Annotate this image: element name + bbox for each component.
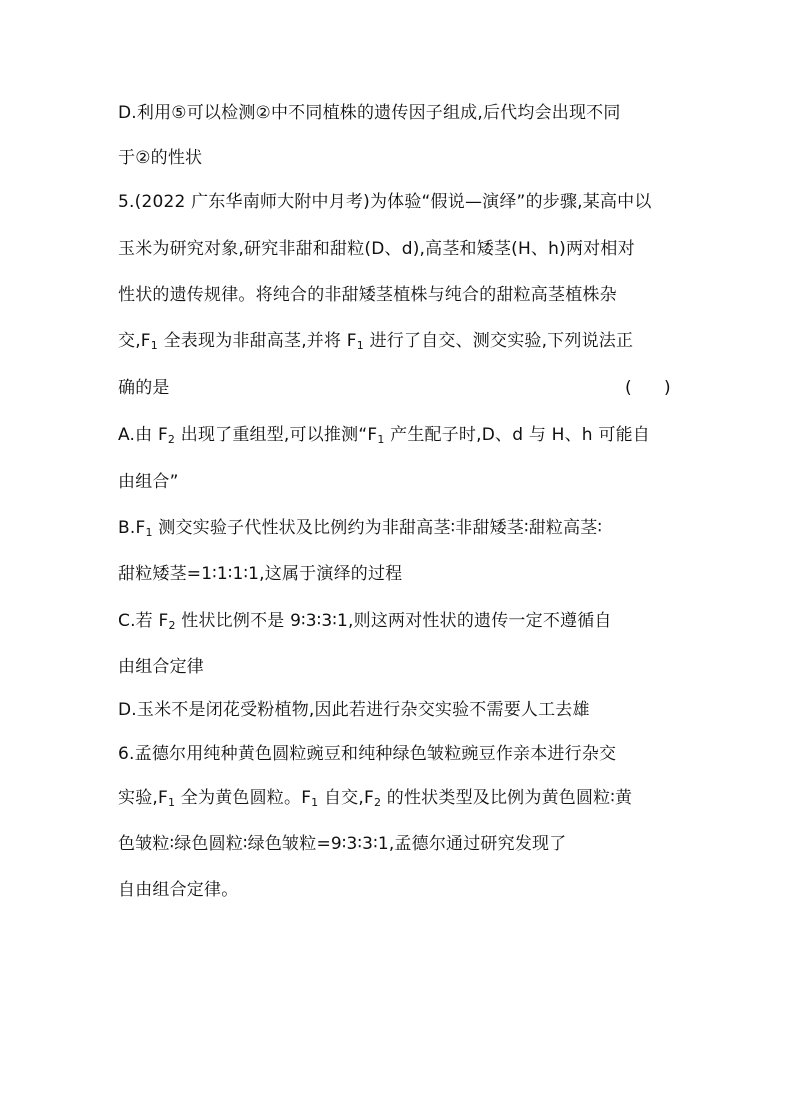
q6-line-2 (118, 786, 698, 810)
q6-text: 的性状类型及比例为黄色圆粒∶黄 (381, 788, 633, 808)
q5-stem-line-2: 玉米为研究对象,研究非甜和甜粒(D、d),高茎和矮茎(H、h)两对相对 (118, 239, 635, 259)
q6-text: 自交,F (318, 788, 374, 808)
subscript: 2 (167, 433, 176, 446)
q5-option-a-line-2: 由组合” (118, 472, 179, 492)
q5-stem-text: 全表现为非甜高茎,并将 F (158, 331, 357, 351)
q6-text: 全为黄色圆粒。F (175, 788, 312, 808)
q5-option-a-line-1 (118, 423, 698, 447)
q5-stem-text: 进行了自交、测交实验,下列说法正 (364, 331, 634, 351)
subscript: 1 (150, 339, 158, 352)
q4-option-d-line-2: 于②的性状 (118, 148, 203, 168)
q5-stem-line-4 (118, 329, 698, 353)
q5-stem-line-1: 5.(2022 广东华南师大附中月考)为体验“假说—演绎”的步骤,某高中以 (118, 192, 652, 212)
q5-option-c-line-2: 由组合定律 (118, 657, 204, 677)
q5-option-c-line-1 (118, 609, 698, 633)
option-text: 产生配子时,D、d 与 H、h 可能自 (384, 425, 650, 445)
q5-option-d: D.玉米不是闭花受粉植物,因此若进行杂交实验不需要人工去雄 (118, 700, 590, 720)
option-text: A.由 F (118, 425, 168, 445)
q5-option-b-line-2: 甜粒矮茎=1∶1∶1∶1,这属于演绎的过程 (118, 564, 403, 584)
option-text: C.若 F (118, 611, 169, 631)
option-text: 出现了重组型,可以推测“F (175, 425, 378, 445)
q4-option-d-line-1: D.利用⑤可以检测②中不同植株的遗传因子组成,后代均会出现不同 (118, 103, 621, 123)
subscript: 1 (145, 526, 153, 539)
subscript: 2 (373, 796, 382, 809)
q5-stem-line-5: 确的是 (118, 378, 170, 398)
q5-stem-line-3: 性状的遗传规律。将纯合的非甜矮茎植株与纯合的甜粒高茎植株杂 (118, 285, 617, 305)
q5-option-b-line-1 (118, 516, 698, 540)
option-text: B.F (118, 518, 146, 538)
subscript: 1 (167, 796, 176, 809)
q6-text: 实验,F (118, 788, 168, 808)
option-text: 性状比例不是 9∶3∶3∶1,则这两对性状的遗传一定不遵循自 (175, 611, 612, 631)
q5-stem-text: 交,F (118, 331, 151, 351)
subscript: 1 (356, 339, 364, 352)
subscript: 1 (311, 796, 319, 809)
option-text: 测交实验子代性状及比例约为非甜高茎∶非甜矮茎∶甜粒高茎∶ (152, 518, 603, 538)
q6-line-3: 色皱粒∶绿色圆粒∶绿色皱粒=9∶3∶3∶1,孟德尔通过研究发现了 (118, 834, 567, 854)
subscript: 1 (377, 433, 385, 446)
answer-bracket: ( ) (625, 378, 671, 398)
q6-line-4: 自由组合定律。 (118, 880, 239, 900)
subscript: 2 (168, 619, 176, 632)
q6-line-1: 6.孟德尔用纯种黄色圆粒豌豆和纯种绿色皱粒豌豆作亲本进行杂交 (118, 744, 617, 764)
